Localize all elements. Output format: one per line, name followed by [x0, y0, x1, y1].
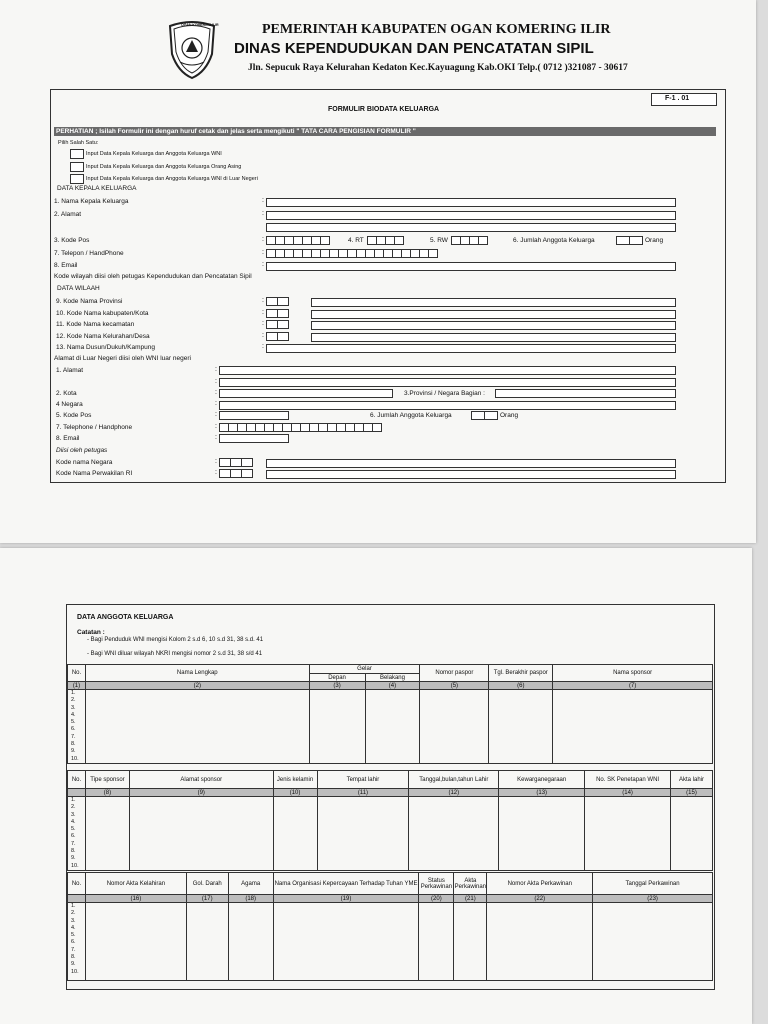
col-number: (20)	[419, 895, 454, 903]
header-no: No.	[68, 665, 86, 682]
input-kode-kecamatan[interactable]	[266, 320, 288, 329]
form-page-2	[0, 548, 752, 1024]
label-dusun: 13. Nama Dusun/Dukuh/Kampung	[56, 344, 156, 351]
header-status-kawin: Status Perkawinan	[419, 873, 454, 895]
input-nama-perwakilan[interactable]	[266, 470, 676, 479]
cell-status-kawin[interactable]	[419, 903, 454, 981]
label-ln-jumlah: 6. Jumlah Anggota Keluarga	[370, 412, 452, 419]
input-kode-provinsi[interactable]	[266, 297, 288, 306]
col-number: (16)	[85, 895, 186, 903]
cell-alamat-sponsor[interactable]	[129, 797, 273, 871]
input-kode-negara[interactable]	[219, 458, 252, 467]
label-kabupaten: 10. Kode Nama kabupaten/Kota	[56, 310, 149, 317]
input-nama-kabupaten[interactable]	[311, 310, 676, 319]
header-alamat-sponsor: Alamat sponsor	[129, 771, 273, 789]
input-ln-kota[interactable]	[219, 389, 393, 398]
label-ln-kota: 2. Kota	[56, 390, 77, 397]
luar-negeri-head: Alamat di Luar Negeri diisi oleh WNI luar negeri	[54, 355, 191, 362]
input-ln-email[interactable]	[219, 434, 289, 443]
header-nama-lengkap: Nama Lengkap	[85, 665, 309, 682]
cell-gelar-belakang[interactable]	[365, 690, 420, 764]
header-akta-kawin: Akta Perkawinan	[454, 873, 487, 895]
input-ln-kode-pos[interactable]	[219, 411, 289, 420]
cell-nomor-paspor[interactable]	[420, 690, 489, 764]
col-number: (6)	[489, 682, 553, 690]
header-tanggal-lahir: Tanggal,bulan,tahun Lahir	[409, 771, 499, 789]
option-wni-label: Input Data Kepala Keluarga dan Anggota Keluarga WNI	[86, 151, 222, 157]
cell-gol-darah[interactable]	[186, 903, 228, 981]
col-number: (4)	[365, 682, 420, 690]
label-rt: 4. RT	[348, 237, 364, 244]
input-kode-kabupaten[interactable]	[266, 309, 288, 318]
col-number: (12)	[409, 789, 499, 797]
input-telepon[interactable]	[266, 249, 437, 258]
cell-nama-sponsor[interactable]	[553, 690, 713, 764]
col-number: (5)	[420, 682, 489, 690]
label-alamat: 2. Alamat	[54, 211, 82, 218]
cell-akta-kawin[interactable]	[454, 903, 487, 981]
label-rw: 5. RW	[430, 237, 448, 244]
col-number: (10)	[273, 789, 317, 797]
header-akta-kelahiran: Nomor Akta Kelahiran	[85, 873, 186, 895]
label-kelurahan: 12. Kode Nama Kelurahan/Desa	[56, 333, 150, 340]
header-no-akta-kawin: Nomor Akta Perkawinan	[487, 873, 593, 895]
cell-akta-lahir[interactable]	[671, 797, 713, 871]
col-number: (9)	[129, 789, 273, 797]
label-ln-kode-pos: 5. Kode Pos	[56, 412, 92, 419]
col-number: (3)	[309, 682, 365, 690]
label-orang: Orang	[645, 237, 664, 244]
col-number: (7)	[553, 682, 713, 690]
members-table-1	[67, 664, 713, 764]
input-dusun[interactable]	[266, 344, 676, 353]
input-ln-provinsi[interactable]	[495, 389, 676, 398]
col-number: (2)	[85, 682, 309, 690]
cell-organisasi[interactable]	[273, 903, 419, 981]
col-number: (17)	[186, 895, 228, 903]
seal-text: OGAN KOMERING ILIR	[181, 23, 219, 27]
diisi-petugas-note: Diisi oleh petugas	[56, 447, 108, 454]
choose-label: Pilih Salah Satu:	[58, 140, 99, 146]
input-nama-provinsi[interactable]	[311, 298, 676, 307]
input-rw[interactable]	[451, 236, 487, 245]
cell-nama-lengkap[interactable]	[85, 690, 309, 764]
cell-jenis-kelamin[interactable]	[273, 797, 317, 871]
cell-sk-wni[interactable]	[585, 797, 671, 871]
header-nomor-paspor: Nomor paspor	[420, 665, 489, 682]
input-rt[interactable]	[367, 236, 403, 245]
header-kewarganegaraan: Kewarganegaraan	[499, 771, 585, 789]
col-number: (14)	[585, 789, 671, 797]
members-table-3	[67, 872, 713, 981]
label-telepon: 7. Telepon / HandPhone	[54, 250, 124, 257]
input-ln-telepon[interactable]	[219, 423, 381, 432]
catatan-note-1: - Bagi Penduduk WNI mengisi Kolom 2 s.d 6, 10 s.d 31, 38 s.d. 41	[87, 637, 264, 643]
input-ln-alamat-1[interactable]	[219, 366, 676, 375]
form-frame	[50, 89, 726, 483]
row-numbers: 1. 2. 3. 4. 5. 6. 7. 8. 9. 10.	[68, 690, 86, 764]
header-jenis-kelamin: Jenis kelamin	[273, 771, 317, 789]
header-tipe-sponsor: Tipe sponsor	[85, 771, 129, 789]
form-code: F-1 . 01	[665, 95, 690, 102]
form-title: FORMULIR BIODATA KELUARGA	[328, 106, 440, 113]
col-number: (21)	[454, 895, 487, 903]
input-nama-kecamatan[interactable]	[311, 321, 676, 330]
header-organisasi: Nama Organisasi Kepercayaan Terhadap Tuhan YME	[273, 873, 419, 895]
header-tgl-kawin: Tanggal Perkawinan	[593, 873, 713, 895]
option-wni-checkbox[interactable]	[70, 149, 84, 159]
input-kode-kelurahan[interactable]	[266, 332, 288, 341]
cell-agama[interactable]	[228, 903, 273, 981]
header-no: No.	[68, 873, 86, 895]
label-kode-negara: Kode nama Negara	[56, 459, 113, 466]
cell-akta-kelahiran[interactable]	[85, 903, 186, 981]
option-abroad-checkbox[interactable]	[70, 174, 84, 184]
input-nama-kelurahan[interactable]	[311, 333, 676, 342]
header-nama-sponsor: Nama sponsor	[553, 665, 713, 682]
option-foreign-label: Input Data Kepala Keluarga dan Anggota Keluarga Orang Asing	[86, 164, 242, 170]
col-number: (11)	[317, 789, 409, 797]
form-page-1: OGAN KOMERING ILIR PEMERINTAH KABUPATEN OGAN KOMERING ILIR DINAS KEPENDUDUKAN DAN PENCATATAN SIPIL Jln. Sepucuk Raya Kelurahan Kedaton Kec.Kayuagung Kab.OKI Telp.( 0712 )321087 - 30617 F-1 . 01 FORMULIR BIODATA KELUARGA PERHATIAN ; Isilah Formulir ini dengan huruf cetak dan jelas serta mengikuti " TATA CARA PENGISIAN FORMULIR " Pilih Salah Satu: Input Data Kepala Keluarga dan Anggota Keluarga WNI Input Data Kepala Keluarga dan Anggota Keluarga Orang Asing Input Data Kepala Keluarga dan Anggota Keluarga WNI di Luar Negeri DATA KEPALA KELUARGA 1. Nama Kepala Keluarga : 2. Alamat : 3. Kode Pos : 4. RT 5. RW 6. Jumlah Anggota Keluarga Orang 7. Telepon / HandPhone : 8. Email : Kode wilayah diisi oleh petugas Kependudukan dan Pencatatan Sipil DATA WILAAH 9. Kode Nama Provinsi : 10. Kode Nama kabupaten/Kota : 11. Kode Nama kecamatan : 12. Kode Nama Kelurahan/Desa : 13. Nama Dusun/Dukuh/Kampung : Alamat di Luar Negeri diisi oleh WNI luar negeri 1. Alamat : : 2. Kota : 3.Provinsi / Negara Bagian : 4 Negara : 5. Kode Pos : 6. Jumlah Anggota Keluarga Orang 7. Telephone / Handphone : 8. Email : Diisi oleh petugas Kode nama Negara : Kode Nama Perwakilan RI :	[0, 0, 756, 543]
row-numbers: 1. 2. 3. 4. 5. 6. 7. 8. 9. 10.	[68, 797, 86, 871]
label-ln-provinsi: 3.Provinsi / Negara Bagian :	[404, 390, 485, 397]
header-department: DINAS KEPENDUDUKAN DAN PENCATATAN SIPIL	[234, 40, 594, 57]
header-tempat-lahir: Tempat lahir	[317, 771, 409, 789]
label-kode-perwakilan: Kode Nama Perwakilan RI	[56, 470, 133, 477]
header-agama: Agama	[228, 873, 273, 895]
cell-tipe-sponsor[interactable]	[85, 797, 129, 871]
input-kode-perwakilan[interactable]	[219, 469, 252, 478]
label-jumlah: 6. Jumlah Anggota Keluarga	[513, 237, 595, 244]
col-number: (23)	[593, 895, 713, 903]
label-nama-kk: 1. Nama Kepala Keluarga	[54, 198, 129, 205]
cell-kewarganegaraan[interactable]	[499, 797, 585, 871]
col-number: (8)	[85, 789, 129, 797]
cell-tgl-paspor[interactable]	[489, 690, 553, 764]
input-nama-negara[interactable]	[266, 459, 676, 468]
catatan-note-2: - Bagi WNI diluar wilayah NKRI mengisi nomor 2 s.d 31, 38 s/d 41	[87, 651, 263, 657]
header-sk-wni: No. SK Penetapan WNI	[585, 771, 671, 789]
label-provinsi: 9. Kode Nama Provinsi	[56, 298, 123, 305]
col-number: (22)	[487, 895, 593, 903]
input-kode-pos[interactable]	[266, 236, 329, 245]
cell-tanggal-lahir[interactable]	[409, 797, 499, 871]
input-ln-negara[interactable]	[219, 401, 676, 410]
notice-text: PERHATIAN ; Isilah Formulir ini dengan huruf cetak dan jelas serta mengikuti " TATA CARA PENGISIAN FORMULIR "	[56, 128, 416, 135]
header-no: No.	[68, 771, 86, 789]
header-gelar-belakang: Belakang	[365, 674, 420, 682]
members-title: DATA ANGGOTA KELUARGA	[77, 614, 174, 621]
option-abroad-label: Input Data Kepala Keluarga dan Anggota Keluarga WNI di Luar Negeri	[86, 176, 258, 182]
input-ln-jumlah[interactable]	[471, 411, 497, 420]
header-address: Jln. Sepucuk Raya Kelurahan Kedaton Kec.Kayuagung Kab.OKI Telp.( 0712 )321087 - 30617	[248, 63, 628, 73]
cell-gelar-depan[interactable]	[309, 690, 365, 764]
section-head-wilayah: DATA WILAAH	[57, 285, 100, 292]
col-number: (1)	[68, 682, 86, 690]
cell-tempat-lahir[interactable]	[317, 797, 409, 871]
col-number: (13)	[499, 789, 585, 797]
cell-tgl-kawin[interactable]	[593, 903, 713, 981]
label-kode-pos: 3. Kode Pos	[54, 237, 90, 244]
input-alamat-1[interactable]	[266, 211, 676, 220]
header-akta-lahir: Akta lahir	[671, 771, 713, 789]
col-number: (18)	[228, 895, 273, 903]
input-jumlah[interactable]	[616, 236, 642, 245]
header-government: PEMERINTAH KABUPATEN OGAN KOMERING ILIR	[262, 22, 611, 37]
input-email[interactable]	[266, 262, 676, 271]
label-ln-email: 8. Email	[56, 435, 80, 442]
label-ln-alamat: 1. Alamat	[56, 367, 84, 374]
label-email: 8. Email	[54, 262, 78, 269]
label-kecamatan: 11. Kode Nama kecamatan	[56, 321, 135, 328]
input-ln-alamat-2[interactable]	[219, 378, 676, 387]
header-gelar-depan: Depan	[309, 674, 365, 682]
col-number: (15)	[671, 789, 713, 797]
label-ln-orang: Orang	[500, 412, 519, 419]
label-ln-telepon: 7. Telephone / Handphone	[56, 424, 133, 431]
input-nama-kk[interactable]	[266, 198, 676, 207]
catatan-label: Catatan :	[77, 629, 105, 636]
input-alamat-2[interactable]	[266, 223, 676, 232]
petugas-note: Kode wilayah diisi oleh petugas Kependudukan dan Pencatatan Sipil	[54, 273, 252, 280]
row-numbers: 1. 2. 3. 4. 5. 6. 7. 8. 9. 10.	[68, 903, 86, 981]
label-ln-negara: 4 Negara	[56, 401, 83, 408]
option-foreign-checkbox[interactable]	[70, 162, 84, 172]
col-number: (19)	[273, 895, 419, 903]
section-head-kk: DATA KEPALA KELUARGA	[57, 185, 137, 192]
cell-no-akta-kawin[interactable]	[487, 903, 593, 981]
members-table-2	[67, 770, 713, 871]
header-gol-darah: Gol. Darah	[186, 873, 228, 895]
header-tgl-paspor: Tgl. Berakhir paspor	[489, 665, 553, 682]
header-gelar: Gelar	[309, 665, 420, 674]
